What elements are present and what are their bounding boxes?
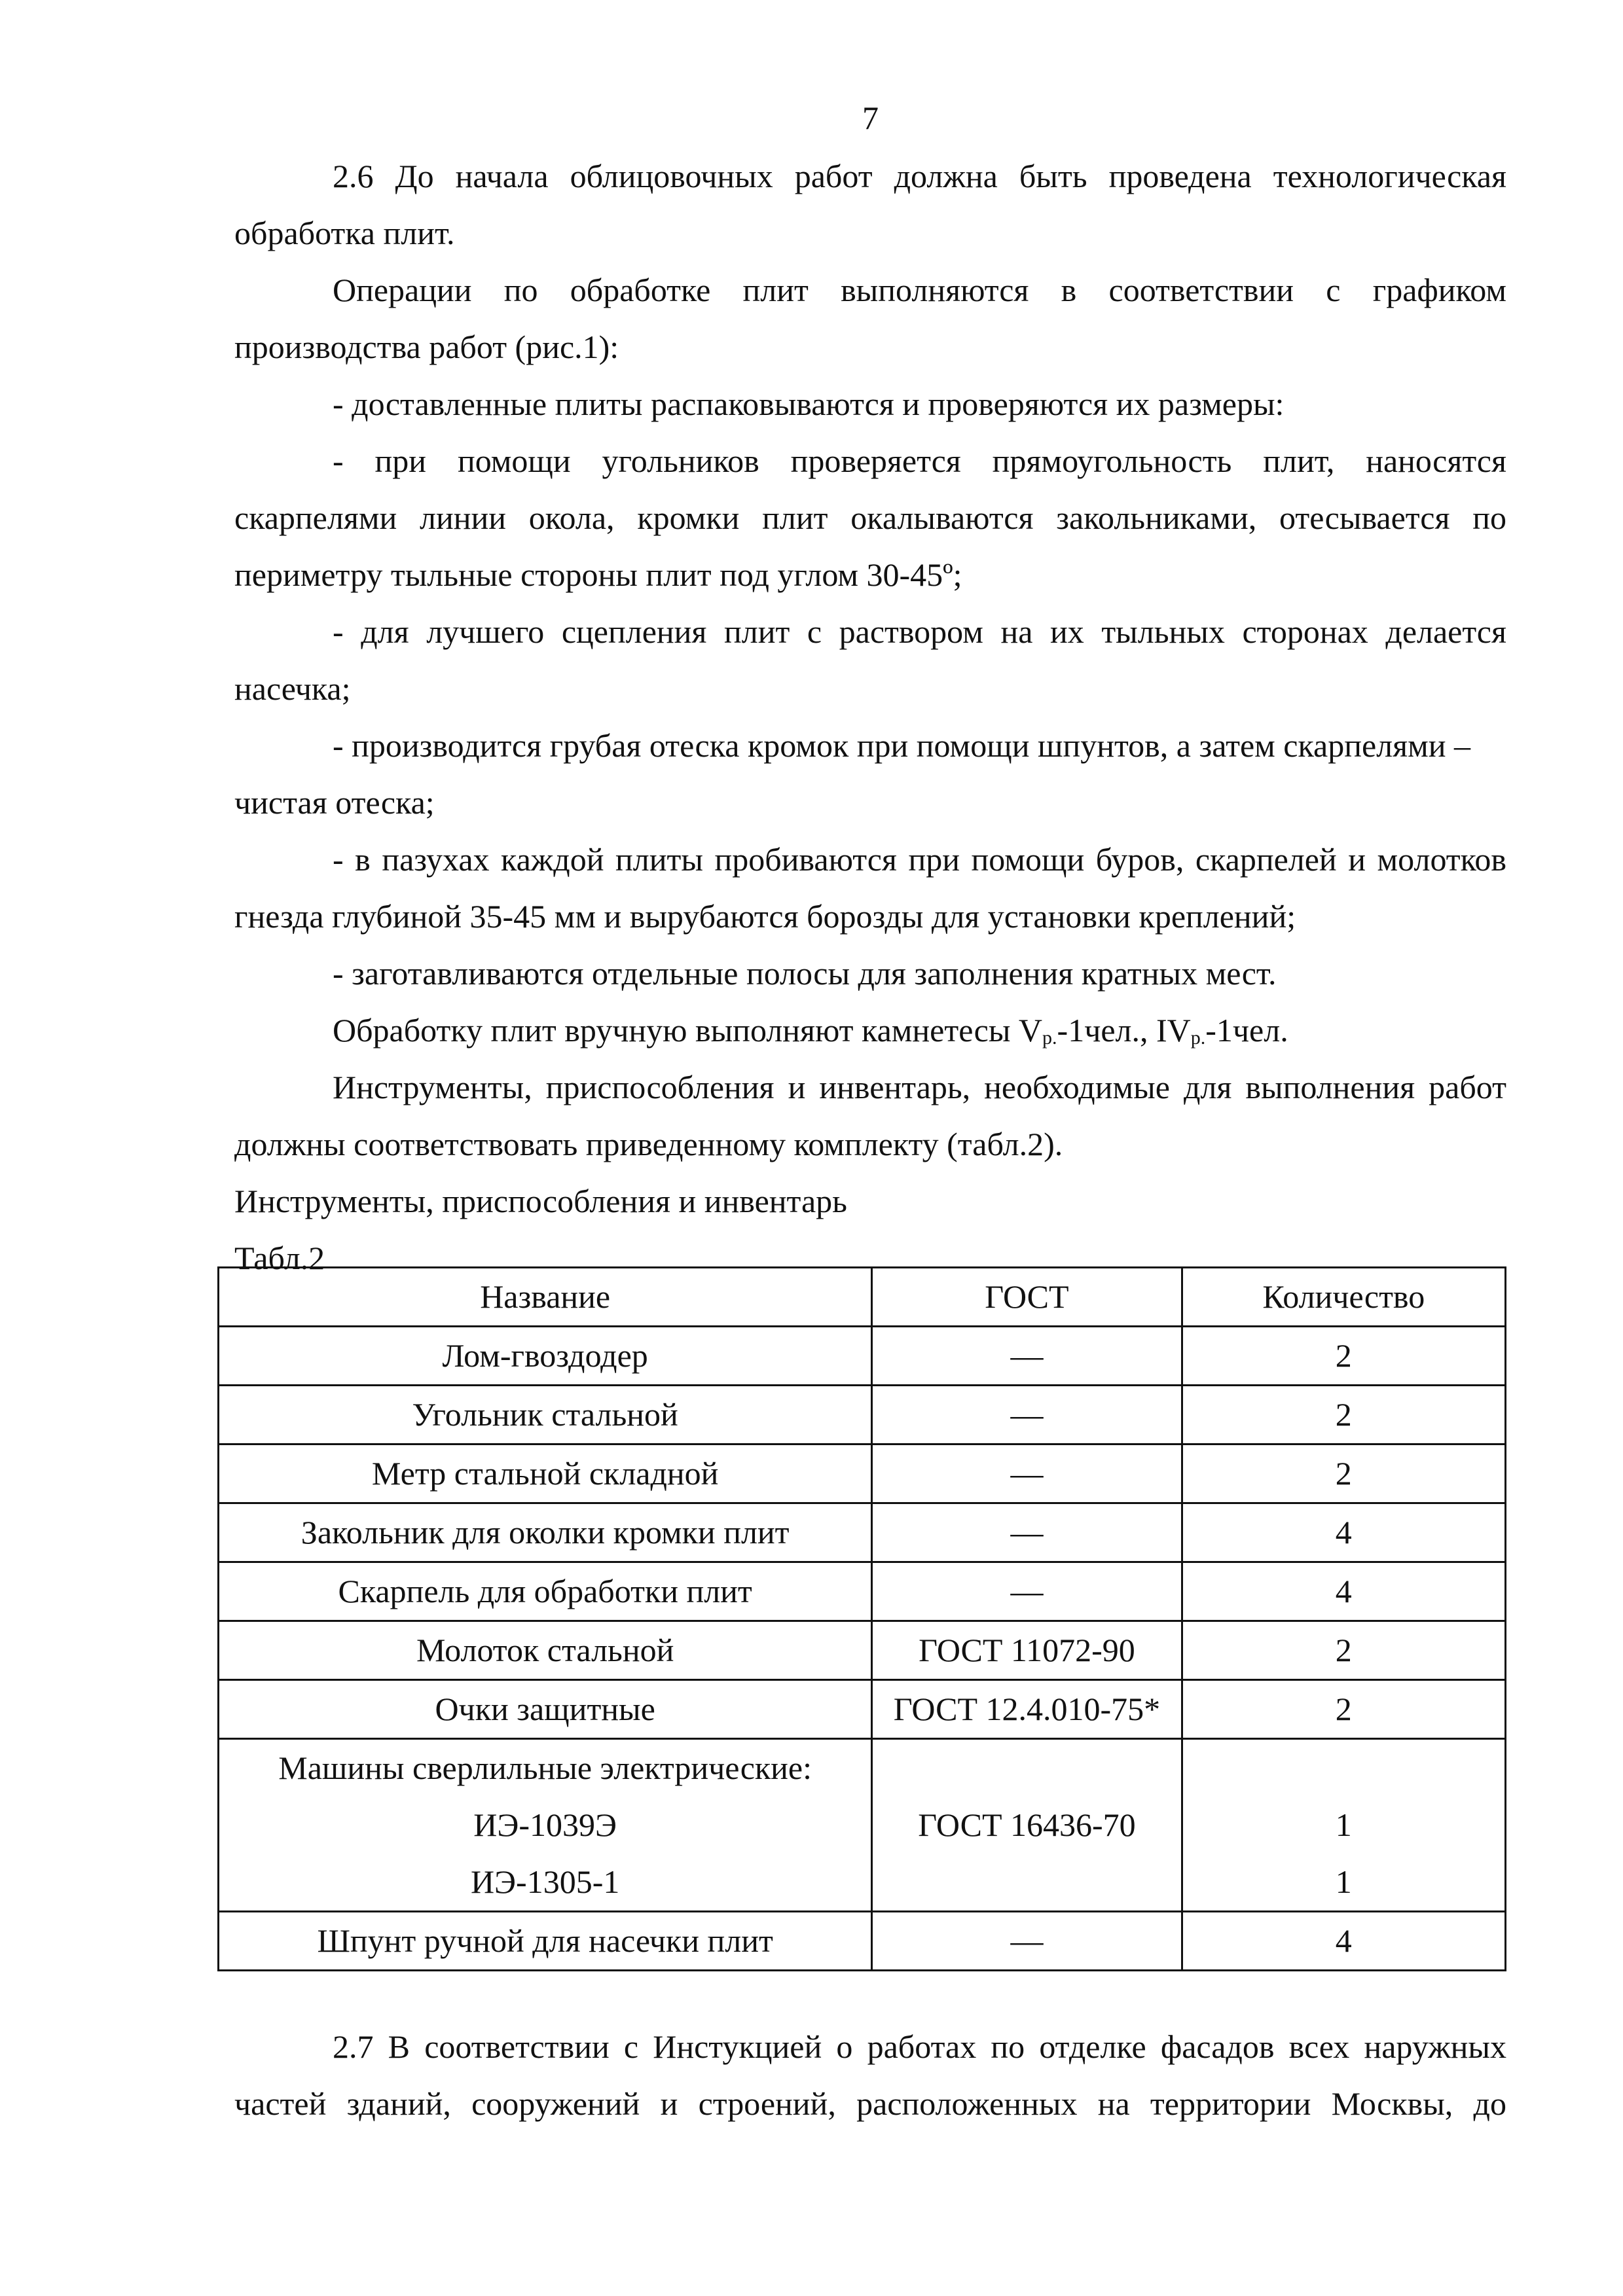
drill-title: Машины сверлильные электрические: <box>278 1749 812 1786</box>
cell-gost: ГОСТ 11072-90 <box>872 1621 1182 1680</box>
cell-name: Скарпель для обработки плит <box>219 1562 872 1621</box>
cell-quantity: 2 <box>1182 1327 1505 1386</box>
table-row <box>219 1562 1506 1621</box>
cell-name: Лом-гвоздодер <box>219 1327 872 1386</box>
cell-quantity: 2 <box>1182 1621 1505 1680</box>
cell-gost: ГОСТ 12.4.010-75* <box>872 1680 1182 1739</box>
cell-gost: — <box>872 1562 1182 1621</box>
cell-name: Шпунт ручной для насечки плит <box>219 1912 872 1971</box>
cell-name: Закольник для околки кромки плит <box>219 1503 872 1562</box>
cell-name: Очки защитные <box>219 1680 872 1739</box>
paragraph-stonemasons <box>234 1002 1506 1059</box>
cell-quantity: 4 <box>1182 1912 1505 1971</box>
table-row <box>219 1503 1506 1562</box>
paragraph-tools: Инструменты, приспособления и инвентарь, необходимые для выполнения работ должны соответствовать приведенному комплекту (табл.2). <box>234 1069 1506 1162</box>
table-row <box>219 1327 1506 1386</box>
cell-name: Метр стальной складной <box>219 1444 872 1503</box>
table-label: Табл.2 <box>234 1240 325 1276</box>
list-item-unpack: - доставленные плиты распаковываются и проверяются их размеры: <box>333 386 1285 422</box>
cell-quantity: 4 <box>1182 1562 1505 1621</box>
list-item-notching: - для лучшего сцепления плит с раствором на их тыльных сторонах делается насечка; <box>234 613 1506 707</box>
bottom-text <box>234 2018 1506 2132</box>
grade-subscript-2: р. <box>1190 1027 1206 1049</box>
paragraph-2-6: 2.6 До начала облицовочных работ должна быть проведена технологическая обработка плит. <box>234 158 1506 251</box>
table-row <box>219 1912 1506 1971</box>
paragraph-2-7-line1: 2.7 В соответствии с Инстукцией о работах по отделке фасадов всех наружных <box>333 2028 1506 2065</box>
cell-quantity <box>1182 1739 1505 1912</box>
table-row <box>219 1386 1506 1444</box>
drill-model-b: ИЭ-1305-1 <box>470 1863 620 1900</box>
header-name: Название <box>219 1268 872 1327</box>
table-row <box>219 1621 1506 1680</box>
cell-gost: — <box>872 1912 1182 1971</box>
list-item-squares: - при помощи угольников проверяется прямоугольность плит, наносятся скарпелями линии окола, кромки плит окалываются закольниками, отесывается по периметру тыльные стороны плит под углом 30-45º; <box>234 442 1506 593</box>
body-text <box>234 148 1506 1287</box>
page-number: 7 <box>862 99 879 136</box>
drill-qty-a: 1 <box>1335 1806 1352 1843</box>
cell-name <box>219 1739 872 1912</box>
cell-gost: ГОСТ 16436-70 <box>872 1739 1182 1912</box>
stonemasons-text-a: Обработку плит вручную выполняют камнетесы V <box>333 1012 1043 1049</box>
header-gost: ГОСТ <box>872 1268 1182 1327</box>
table-header-row <box>219 1268 1506 1327</box>
drill-model-a: ИЭ-1039Э <box>473 1806 617 1843</box>
cell-gost: — <box>872 1386 1182 1444</box>
cell-quantity: 2 <box>1182 1444 1505 1503</box>
cell-quantity: 4 <box>1182 1503 1505 1562</box>
header-quantity: Количество <box>1182 1268 1505 1327</box>
cell-gost: — <box>872 1327 1182 1386</box>
tools-table <box>217 1266 1506 1971</box>
list-item-sockets: - в пазухах каждой плиты пробиваются при помощи буров, скарпелей и молотков гнезда глубиной 35-45 мм и вырубаются борозды для установки креплений; <box>234 841 1506 935</box>
stonemasons-text-b: -1чел., IV <box>1057 1012 1191 1049</box>
paragraph-operations: Операции по обработке плит выполняются в соответствии с графиком производства работ (рис.1): <box>234 272 1506 365</box>
cell-quantity: 2 <box>1182 1386 1505 1444</box>
cell-quantity: 2 <box>1182 1680 1505 1739</box>
cell-name: Молоток стальной <box>219 1621 872 1680</box>
cell-gost: — <box>872 1503 1182 1562</box>
drill-qty-b: 1 <box>1335 1863 1352 1900</box>
table-row <box>219 1444 1506 1503</box>
stonemasons-text-c: -1чел. <box>1205 1012 1288 1049</box>
table-caption: Инструменты, приспособления и инвентарь <box>234 1183 847 1219</box>
cell-name: Угольник стальной <box>219 1386 872 1444</box>
list-item-rough-dressing: - производится грубая отеска кромок при помощи шпунтов, а затем скарпелями – чистая отеска; <box>234 727 1471 821</box>
cell-gost: — <box>872 1444 1182 1503</box>
table-row <box>219 1680 1506 1739</box>
grade-subscript-1: р. <box>1042 1027 1057 1049</box>
table-row-drills <box>219 1739 1506 1912</box>
paragraph-2-7-line2: частей зданий, сооружений и строений, расположенных на территории Москвы, до <box>234 2085 1506 2122</box>
list-item-strips: - заготавливаются отдельные полосы для заполнения кратных мест. <box>333 955 1277 992</box>
